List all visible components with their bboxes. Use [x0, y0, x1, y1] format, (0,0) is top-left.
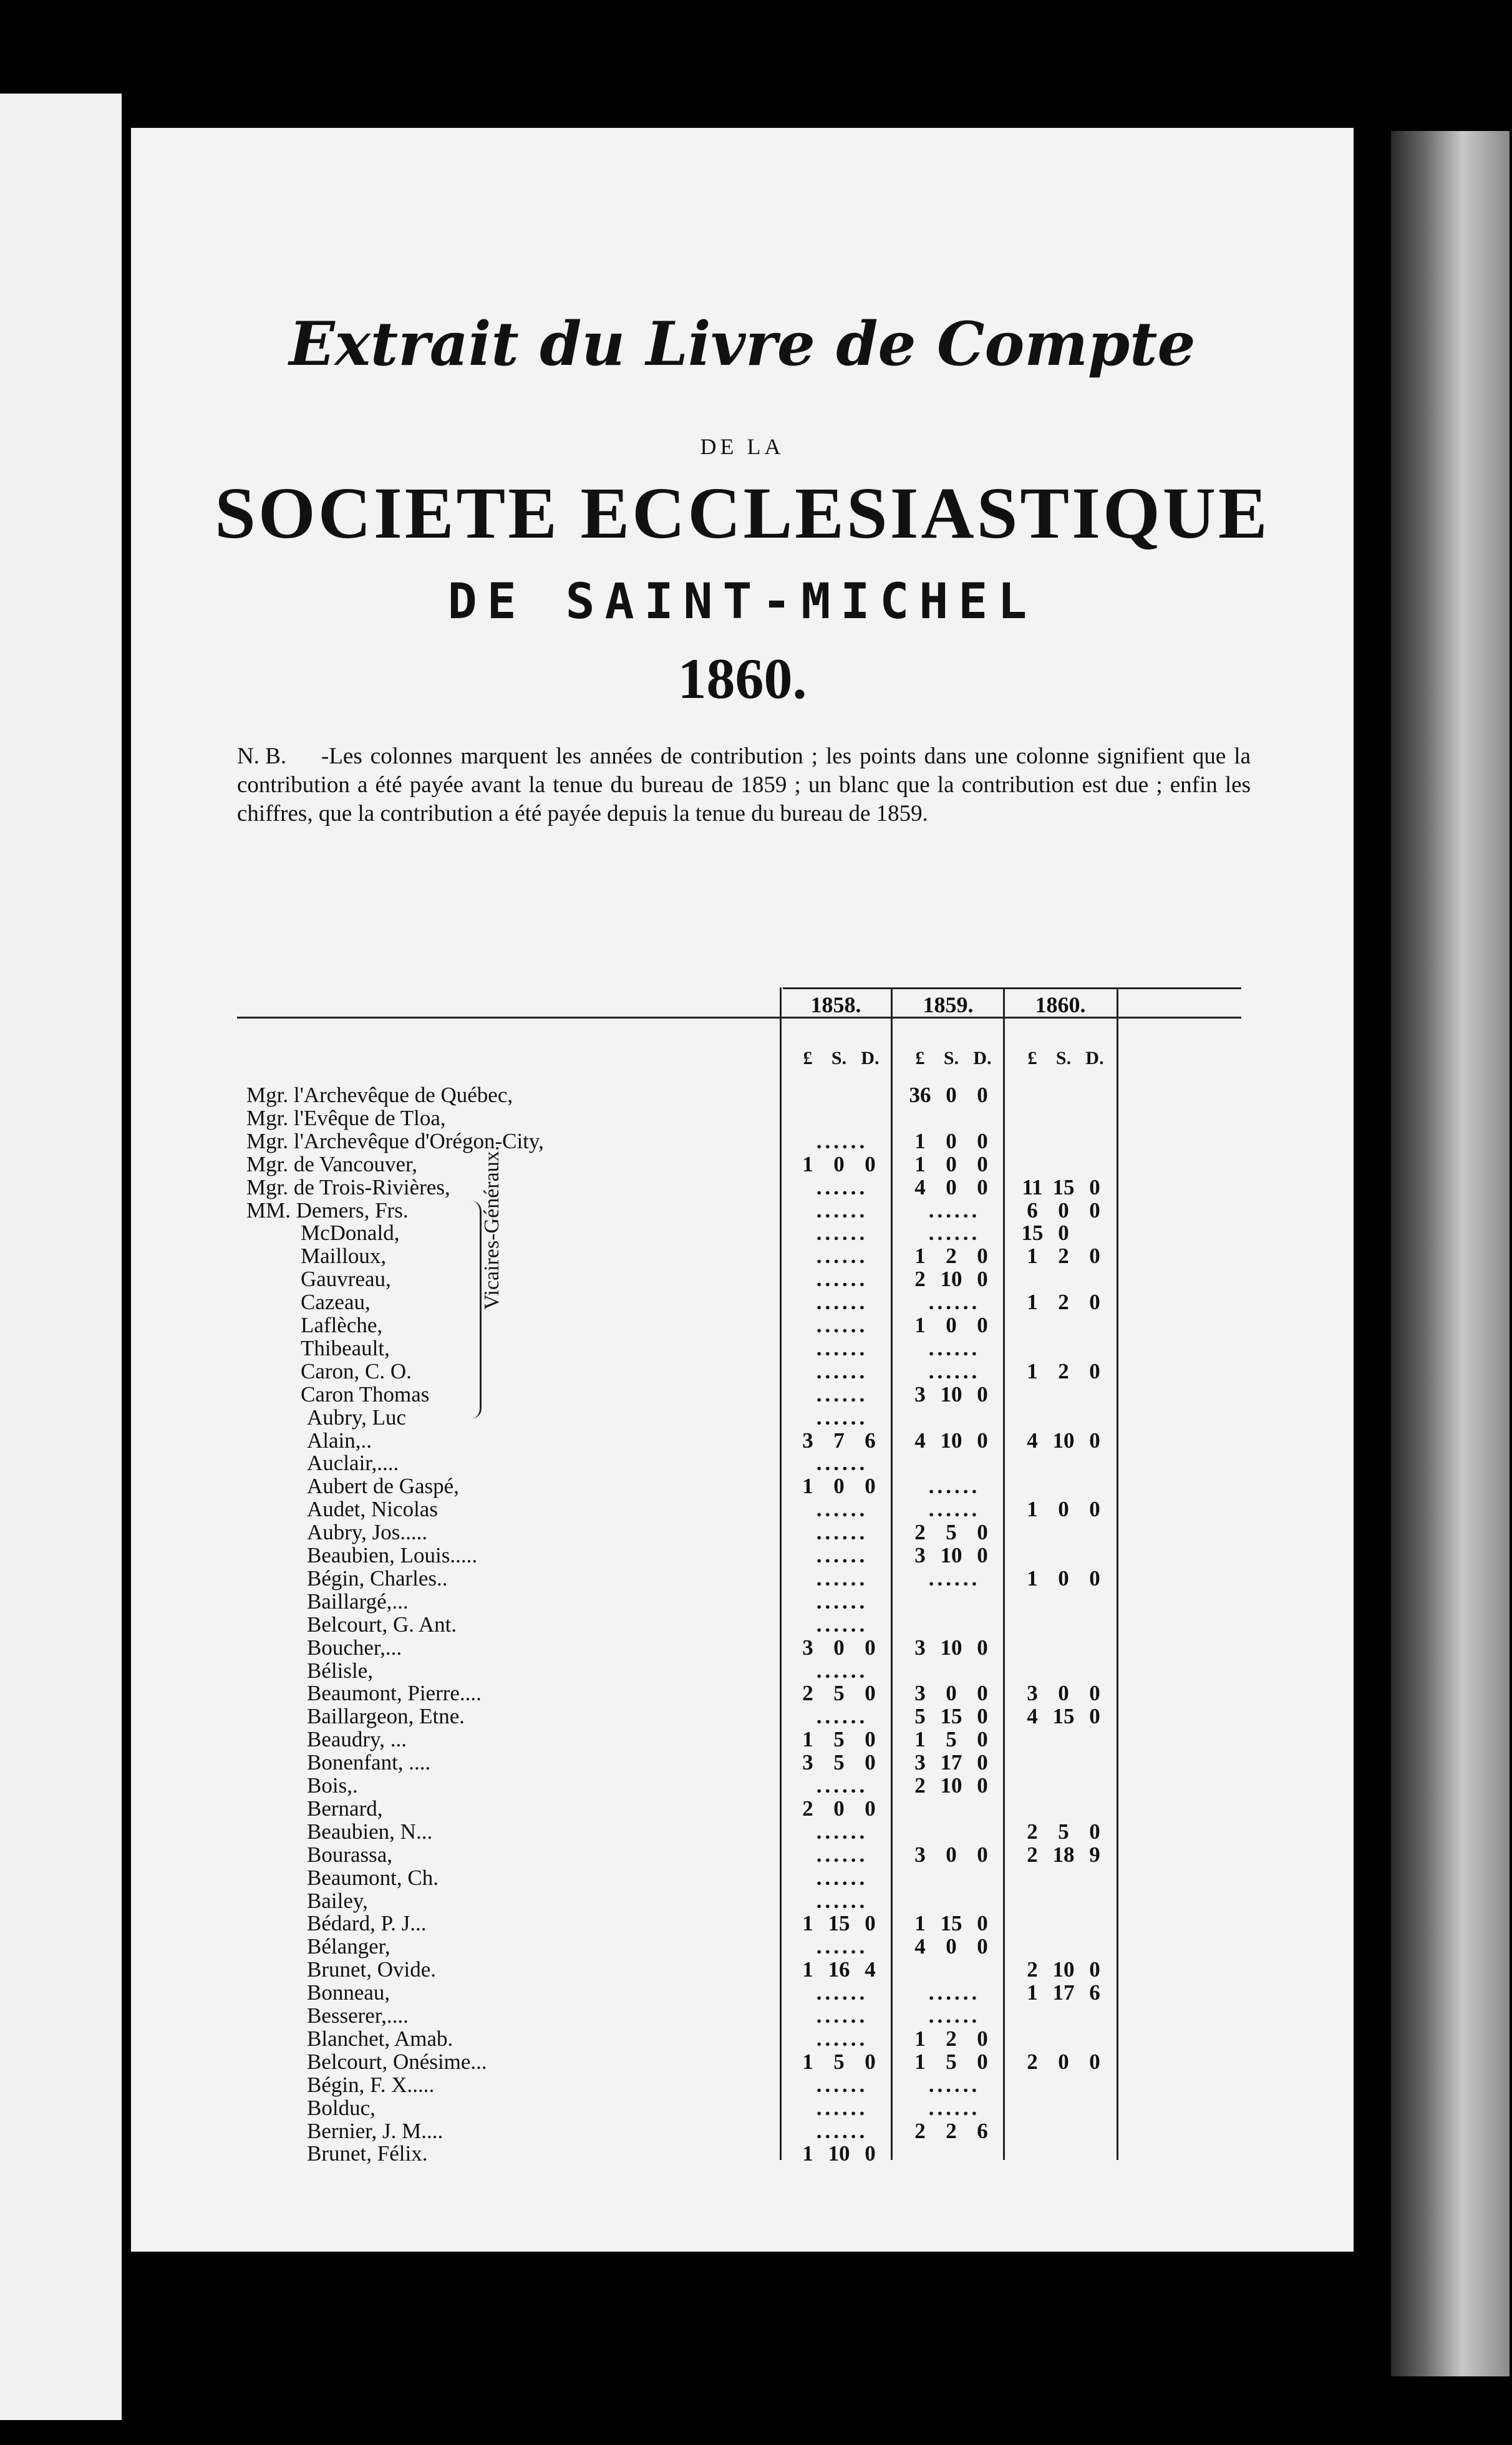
contributor-name: Belcourt, Onésime... [307, 2049, 487, 2074]
unit-pence: D. [1085, 1048, 1104, 1068]
note-paragraph [237, 742, 1251, 828]
contribution-amount: 1 0 0 [914, 1151, 988, 1176]
table-row [131, 1866, 1354, 1889]
table-row [131, 1153, 1354, 1176]
paid-before-dots: ...... [816, 2072, 868, 2097]
contributor-name: Brunet, Félix. [307, 2141, 428, 2166]
contribution-amount: 2 5 0 [802, 1681, 876, 1706]
de-la-line: DE LA [700, 434, 785, 459]
contributor-name: Blanchet, Amab. [307, 2026, 453, 2051]
contribution-amount: 2 5 0 [914, 1520, 988, 1545]
contribution-amount: 1 0 0 [914, 1313, 988, 1337]
contribution-amount: 1 2 0 [1027, 1358, 1100, 1383]
year-header: 1859. [923, 992, 974, 1017]
contribution-amount: 4 0 0 [914, 1934, 988, 1959]
contribution-amount: 6 0 0 [1027, 1198, 1100, 1222]
contribution-amount: 1 2 0 [1027, 1290, 1100, 1315]
paid-before-dots: ...... [928, 1358, 981, 1383]
saint-michel-title: DE SAINT-MICHEL [447, 574, 1037, 630]
contribution-amount: 3 10 0 [914, 1635, 988, 1660]
contributor-name: Bonenfant, .... [307, 1750, 431, 1775]
contribution-amount: 4 15 0 [1027, 1704, 1100, 1729]
paid-before-dots: ...... [816, 1980, 868, 2005]
contributor-name: Beaubien, N... [307, 1819, 433, 1844]
unit-pound: £ [915, 1048, 925, 1068]
table-row [131, 2027, 1354, 2050]
table-row [131, 1682, 1354, 1705]
table-row [131, 1590, 1354, 1613]
contribution-amount: 1 0 0 [1027, 1566, 1100, 1590]
contributor-name: Beaubien, Louis..... [307, 1543, 478, 1567]
script-title: Extrait du Livre de Compte [289, 309, 1196, 379]
contribution-amount: 1 0 0 [914, 1128, 988, 1153]
paid-before-dots: ...... [816, 1612, 868, 1637]
book-binding-edge [1391, 131, 1510, 2376]
contribution-amount: 2 0 0 [1027, 2049, 1100, 2074]
contribution-amount: 3 7 6 [802, 1428, 876, 1453]
contribution-amount: 2 2 6 [914, 2118, 988, 2143]
year-header: 1858. [810, 992, 861, 1017]
paid-before-dots: ...... [816, 1174, 868, 1199]
paid-before-dots: ...... [816, 1842, 868, 1867]
contribution-amount: 1 15 0 [914, 1911, 988, 1936]
contributor-name: Bonneau, [307, 1980, 390, 2005]
paid-before-dots: ...... [928, 1566, 981, 1590]
table-row [131, 1843, 1354, 1866]
contributor-name: Mgr. de Trois-Rivières, [246, 1174, 450, 1199]
table-row [131, 1498, 1354, 1521]
contribution-amount: 36 0 0 [909, 1083, 988, 1107]
contributor-name: Alain,.. [307, 1428, 372, 1453]
contributor-name: Baillargeon, Etne. [307, 1704, 465, 1729]
contribution-amount: 3 10 0 [914, 1543, 988, 1567]
contributor-name: Belcourt, G. Ant. [307, 1612, 457, 1637]
year-header: 1860. [1035, 992, 1086, 1017]
contributor-name: Beaumont, Ch. [307, 1865, 439, 1890]
contribution-amount: 1 0 0 [802, 1474, 876, 1499]
contributor-name: Bernard, [307, 1796, 383, 1821]
contribution-amount: 1 0 0 [1027, 1497, 1100, 1522]
table-row [131, 1797, 1354, 1820]
paid-before-dots: ...... [816, 1819, 868, 1844]
contribution-amount: 2 5 0 [1027, 1819, 1100, 1844]
contribution-amount: 4 10 0 [914, 1428, 988, 1453]
contribution-amount: 1 2 0 [914, 1244, 988, 1269]
table-row [131, 1958, 1354, 1981]
contribution-amount: 2 10 0 [1027, 1957, 1100, 1982]
contributor-name: Mgr. l'Evêque de Tloa, [246, 1105, 446, 1130]
table-row [131, 2050, 1354, 2073]
contribution-amount: 3 17 0 [914, 1750, 988, 1775]
year-title: 1860. [677, 647, 807, 710]
contribution-amount: 4 0 0 [914, 1174, 988, 1199]
paid-before-dots: ...... [816, 1888, 868, 1913]
contribution-amount: 3 0 0 [914, 1842, 988, 1867]
table-row [131, 1636, 1354, 1659]
contributor-name: Bégin, Charles.. [307, 1566, 448, 1590]
paid-before-dots: ...... [928, 1221, 981, 1246]
table-row [131, 2142, 1354, 2165]
table-row [131, 1613, 1354, 1636]
unit-shilling: S. [1055, 1048, 1072, 1068]
table-row [131, 1406, 1354, 1429]
table-row [131, 2073, 1354, 2096]
note-text: -Les colonnes marquent les années de contribution ; les points dans une colonne signifient que la contribution a été payée avant la tenue du bureau de 1859 ; un blanc que la contribution est due ; enfin les chiffres, que la contribution a été payée depuis la tenue du bureau de 1859. [237, 743, 1251, 826]
paid-before-dots: ...... [816, 1290, 868, 1315]
contribution-amount: 2 10 0 [914, 1773, 988, 1798]
contribution-amount: 1 5 0 [914, 1727, 988, 1752]
contribution-amount: 3 10 0 [914, 1382, 988, 1406]
contributor-name: Laflèche, [301, 1313, 383, 1337]
contribution-amount: 3 0 0 [1027, 1681, 1100, 1706]
contributor-name: Bourassa, [307, 1842, 393, 1867]
table-row [131, 1244, 1354, 1267]
contributor-name: Bélisle, [307, 1658, 373, 1683]
contribution-amount: 1 5 0 [802, 2049, 876, 2074]
contributor-name: Caron, C. O. [301, 1358, 412, 1383]
table-row [131, 1267, 1354, 1290]
paid-before-dots: ...... [816, 1313, 868, 1337]
unit-shilling: S. [943, 1048, 959, 1068]
paid-before-dots: ...... [816, 1704, 868, 1729]
contributor-name: Bernier, J. M.... [307, 2118, 443, 2143]
paid-before-dots: ...... [816, 2003, 868, 2028]
table-row [131, 1659, 1354, 1682]
contributor-name: Mgr. de Vancouver, [246, 1151, 418, 1176]
paid-before-dots: ...... [816, 1658, 868, 1683]
paid-before-dots: ...... [816, 1244, 868, 1269]
contribution-amount: 15 0 [1021, 1221, 1069, 1246]
paid-before-dots: ...... [816, 1773, 868, 1798]
table-row [131, 1429, 1354, 1452]
unit-shilling: S. [831, 1048, 847, 1068]
paid-before-dots: ...... [816, 1543, 868, 1567]
contributor-name: McDonald, [301, 1221, 400, 1246]
contribution-amount: 1 2 0 [914, 2026, 988, 2051]
table-row [131, 1314, 1354, 1337]
contributor-name: Cazeau, [301, 1290, 371, 1315]
contribution-amount: 3 5 0 [802, 1750, 876, 1775]
contributor-name: Baillargé,... [307, 1589, 409, 1614]
contribution-amount: 2 18 9 [1027, 1842, 1100, 1867]
unit-pound: £ [1027, 1048, 1037, 1068]
table-row [131, 1567, 1354, 1590]
contribution-amount: 3 0 0 [914, 1681, 988, 1706]
contributor-name: Mgr. l'Archevêque d'Orégon-City, [246, 1128, 544, 1153]
table-row [131, 1474, 1354, 1498]
paid-before-dots: ...... [816, 1358, 868, 1383]
unit-pence: D. [861, 1048, 880, 1068]
paid-before-dots: ...... [928, 1474, 981, 1499]
contributor-name: Bolduc, [307, 2095, 376, 2120]
year-header-rule [783, 987, 1241, 989]
document-page [131, 128, 1354, 2252]
adjacent-page-edge [0, 94, 122, 2420]
table-row [131, 1728, 1354, 1751]
table-row [131, 1705, 1354, 1728]
table-row [131, 1451, 1354, 1474]
contributor-name: Audet, Nicolas [307, 1497, 438, 1522]
contribution-amount: 2 10 0 [914, 1267, 988, 1292]
paid-before-dots: ...... [928, 1290, 981, 1315]
table-row [131, 1820, 1354, 1843]
contribution-amount: 4 10 0 [1027, 1428, 1100, 1453]
note-label: N. B. [237, 743, 287, 769]
table-row [131, 1544, 1354, 1567]
contributor-name: Bois,. [307, 1773, 358, 1798]
contributor-name: Thibeault, [301, 1335, 390, 1360]
table-row [131, 1130, 1354, 1153]
paid-before-dots: ...... [816, 1198, 868, 1222]
paid-before-dots: ...... [816, 1589, 868, 1614]
society-title: SOCIETE ECCLESIASTIQUE [215, 472, 1270, 554]
table-row [131, 1083, 1354, 1106]
contribution-amount: 1 5 0 [914, 2049, 988, 2074]
paid-before-dots: ...... [816, 1497, 868, 1522]
table-row [131, 1106, 1354, 1130]
table-row [131, 2096, 1354, 2119]
contribution-amount: 1 16 4 [802, 1957, 876, 1982]
contribution-amount: 1 15 0 [802, 1911, 876, 1936]
contribution-amount: 5 15 0 [914, 1704, 988, 1729]
table-row [131, 1199, 1354, 1222]
contribution-amount: 1 0 0 [802, 1151, 876, 1176]
contributor-name: Brunet, Ovide. [307, 1957, 437, 1982]
table-row [131, 1521, 1354, 1544]
table-row [131, 1176, 1354, 1199]
contributor-name: Bélanger, [307, 1934, 390, 1959]
table-row [131, 1360, 1354, 1383]
table-row [131, 1912, 1354, 1935]
paid-before-dots: ...... [928, 1497, 981, 1522]
paid-before-dots: ...... [816, 1566, 868, 1590]
table-row [131, 1337, 1354, 1360]
contributor-name: Bailey, [307, 1888, 368, 1913]
contributor-name: MM. Demers, Frs. [246, 1198, 409, 1222]
paid-before-dots: ...... [816, 1221, 868, 1246]
contributor-name: Beaudry, ... [307, 1727, 407, 1752]
table-row [131, 2119, 1354, 2142]
table-row [131, 1751, 1354, 1774]
paid-before-dots: ...... [816, 1128, 868, 1153]
table-row [131, 1774, 1354, 1797]
table-row [131, 2004, 1354, 2027]
table-row [131, 1383, 1354, 1406]
table-row [131, 1290, 1354, 1314]
contributor-name: Bégin, F. X..... [307, 2072, 435, 2097]
paid-before-dots: ...... [928, 1980, 981, 2005]
paid-before-dots: ...... [816, 1382, 868, 1406]
table-row [131, 1221, 1354, 1244]
contribution-amount: 1 5 0 [802, 1727, 876, 1752]
unit-pence: D. [973, 1048, 992, 1068]
contributor-name: Bédard, P. J... [307, 1911, 427, 1936]
table-row [131, 1935, 1354, 1958]
contribution-amount: 1 17 6 [1027, 1980, 1100, 2005]
paid-before-dots: ...... [928, 1198, 981, 1222]
paid-before-dots: ...... [816, 1865, 868, 1890]
vicaires-label: Vicaires-Généraux. [480, 1145, 503, 1310]
paid-before-dots: ...... [928, 1335, 981, 1360]
contributor-name: Caron Thomas [301, 1382, 430, 1406]
paid-before-dots: ...... [816, 1405, 868, 1430]
contributor-name: Besserer,.... [307, 2003, 409, 2028]
contribution-amount: 11 15 0 [1022, 1174, 1100, 1199]
contributor-name: Boucher,... [307, 1635, 402, 1660]
paid-before-dots: ...... [816, 1934, 868, 1959]
paid-before-dots: ...... [816, 1267, 868, 1292]
contributor-name: Beaumont, Pierre.... [307, 1681, 482, 1706]
paid-before-dots: ...... [928, 2003, 981, 2028]
contribution-amount: 1 2 0 [1027, 1244, 1100, 1269]
contributor-name: Mailloux, [301, 1244, 387, 1269]
paid-before-dots: ...... [928, 2072, 981, 2097]
paid-before-dots: ...... [816, 1335, 868, 1360]
contributor-name: Aubry, Luc [307, 1405, 407, 1430]
contribution-amount: 2 0 0 [802, 1796, 876, 1821]
contribution-amount: 3 0 0 [802, 1635, 876, 1660]
paid-before-dots: ...... [816, 1520, 868, 1545]
paid-before-dots: ...... [816, 2118, 868, 2143]
paid-before-dots: ...... [816, 2026, 868, 2051]
contributor-name: Aubert de Gaspé, [307, 1474, 459, 1499]
unit-pound: £ [803, 1048, 813, 1068]
contributor-name: Mgr. l'Archevêque de Québec, [246, 1083, 513, 1107]
table-row [131, 1981, 1354, 2004]
paid-before-dots: ...... [816, 1451, 868, 1476]
contributor-name: Aubry, Jos..... [307, 1520, 428, 1545]
table-row [131, 1889, 1354, 1912]
paid-before-dots: ...... [816, 2095, 868, 2120]
contributor-name: Gauvreau, [301, 1267, 391, 1292]
contributor-name: Auclair,.... [307, 1451, 399, 1476]
contribution-amount: 1 10 0 [802, 2141, 876, 2166]
paid-before-dots: ...... [928, 2095, 981, 2120]
